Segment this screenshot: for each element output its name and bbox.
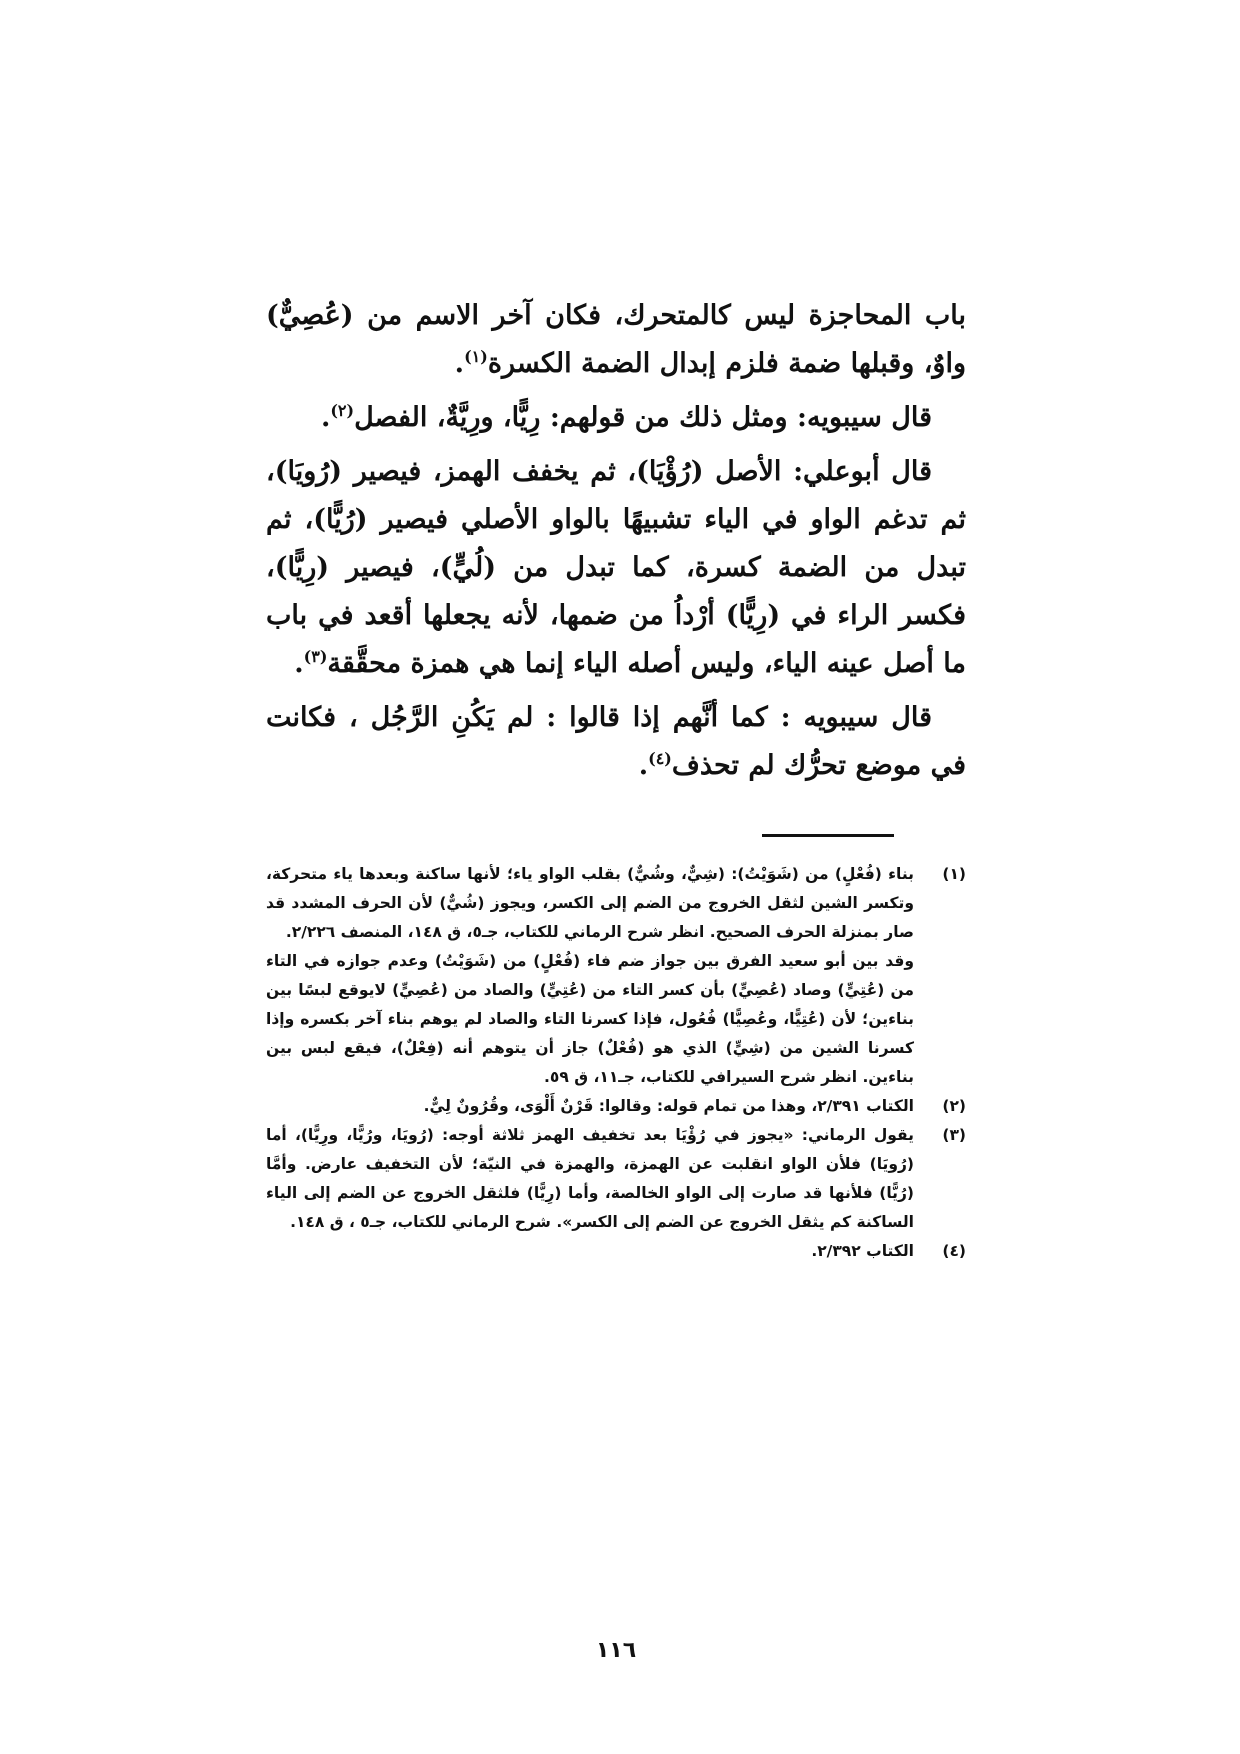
page-number: ١١٦ (595, 1638, 637, 1663)
footnote-separator (762, 834, 894, 837)
paragraph-3: قال أبوعلي: الأصل (رُؤْيَا)، ثم يخفف الهمز، فيصير (رُويَا)، ثم تدغم الواو في الياء تشبيهًا بالواو الأصلي فيصير (رُيًّا)، ثم تبدل من الضمة كسرة، كما تبدل من (لُيٍّ)، فيصير (رِيًّا)، فكسر الراء في (رِيًّا) أرْداُ من ضمها، لأنه يجعلها أقعد في باب ما أصل عينه الياء، وليس أصله الياء إنما هي همزة محقَّقة$^{(٣)}$. (266, 456, 966, 679)
paragraph-2: قال سيبويه: ومثل ذلك من قولهم: رِيًّا، ورِيَّةٌ، الفصل$^{(٢)}$. (320, 401, 932, 433)
footnote-text: يقول الرماني: «يجوز في رُؤْيَا بعد تخفيف الهمز ثلاثة أوجه: (رُويَا، ورُيًّا، ورِيًّا)، أما (رُويَا) فلأن الواو انقلبت عن الهمزة، والهمزة في النيّة؛ لأن التخفيف عارض. وأمَّا (رُيًّا) فلأنها قد صارت إلى الواو الخالصة، وأما (رِيًّا) فلثقل الخروج عن الضم إلى الياء الساكنة كم يثقل الخروج عن الضم إلى الكسر». شرح الرماني للكتاب، جـ٥ ، ق ١٤٨. (266, 1126, 914, 1231)
footnote-text: وقد بين أبو سعيد الفرق بين جواز ضم فاء (فُعْلٍ) من (شَوَيْتُ) وعدم جوازه في التاء من (عُتِيٍّ) وصاد (عُصِيٍّ) بأن كسر التاء من (عُتِيٍّ) والصاد من (عُصِيٍّ) لايوقع لبسًا بين بناءين؛ لأن (عُتِيًّا، وعُصِيًّا) فُعُول، فإذا كسرنا التاء والصاد لم يوهم بناء آخر بكسره وإذا كسرنا الشين من (شِيٍّ) الذي هو (فُعْلٌ) جاز أن يتوهم أنه (فِعْلٌ)، فيقع لبس بين بناءين. انظر شرح السيرافي للكتاب، جـ١١، ق ٥٩. (266, 952, 914, 1086)
footnote-text: بناء (فُعْلٍ) من (شَوَيْتُ): (شِيٌّ، وشُيٌّ) بقلب الواو ياء؛ لأنها ساكنة وبعدها ياء متحركة، وتكسر الشين لثقل الخروج من الضم إلى الكسر، ويجوز (شُيٌّ) لأن الحرف المشدد قد صار بمنزلة الحرف الصحيح. انظر شرح الرماني للكتاب، جـ٥، ق ١٤٨، المنصف ٢/٢٢٦. (266, 865, 914, 941)
footnote-text: الكتاب ٢/٣٩٢. (811, 1242, 914, 1260)
footnote-ref-3: (٣) (303, 647, 328, 666)
main-text (266, 292, 966, 796)
footnote-4 (266, 1237, 966, 1266)
footnotes (266, 860, 966, 1266)
footnote-number: (١) (942, 865, 966, 883)
footnote-number: (٢) (942, 1097, 966, 1115)
footnote-number: (٤) (942, 1242, 966, 1260)
footnote-1 (266, 860, 966, 1092)
footnote-ref-1: (١) (464, 347, 488, 366)
paragraph-4: قال سيبويه : كما أنَّهم إذا قالوا : لم يَكُنِ الرَّجُل ، فكانت في موضع تحرُّك لم تحذف$^{(٤)}$. (266, 702, 966, 781)
footnote-ref-2: (٢) (330, 401, 355, 420)
paragraph-1: باب المحاجزة ليس كالمتحرك، فكان آخر الاسم من (عُصِيٌّ) واوٌ، وقبلها ضمة فلزم إبدال الضمة الكسرة$^{(١)}$. (266, 300, 966, 379)
speaker-label: قال سيبويه: (797, 402, 932, 433)
footnote-number: (٣) (942, 1126, 966, 1144)
footnote-text: الكتاب ٢/٣٩١، وهذا من تمام قوله: وقالوا: قَرْنٌ أَلْوَى، وقُرُونٌ لِيٌّ. (423, 1097, 914, 1115)
footnote-3 (266, 1121, 966, 1237)
footnote-2 (266, 1092, 966, 1121)
speaker-label: قال سيبويه : (780, 702, 933, 733)
footnote-ref-4: (٤) (648, 749, 672, 768)
